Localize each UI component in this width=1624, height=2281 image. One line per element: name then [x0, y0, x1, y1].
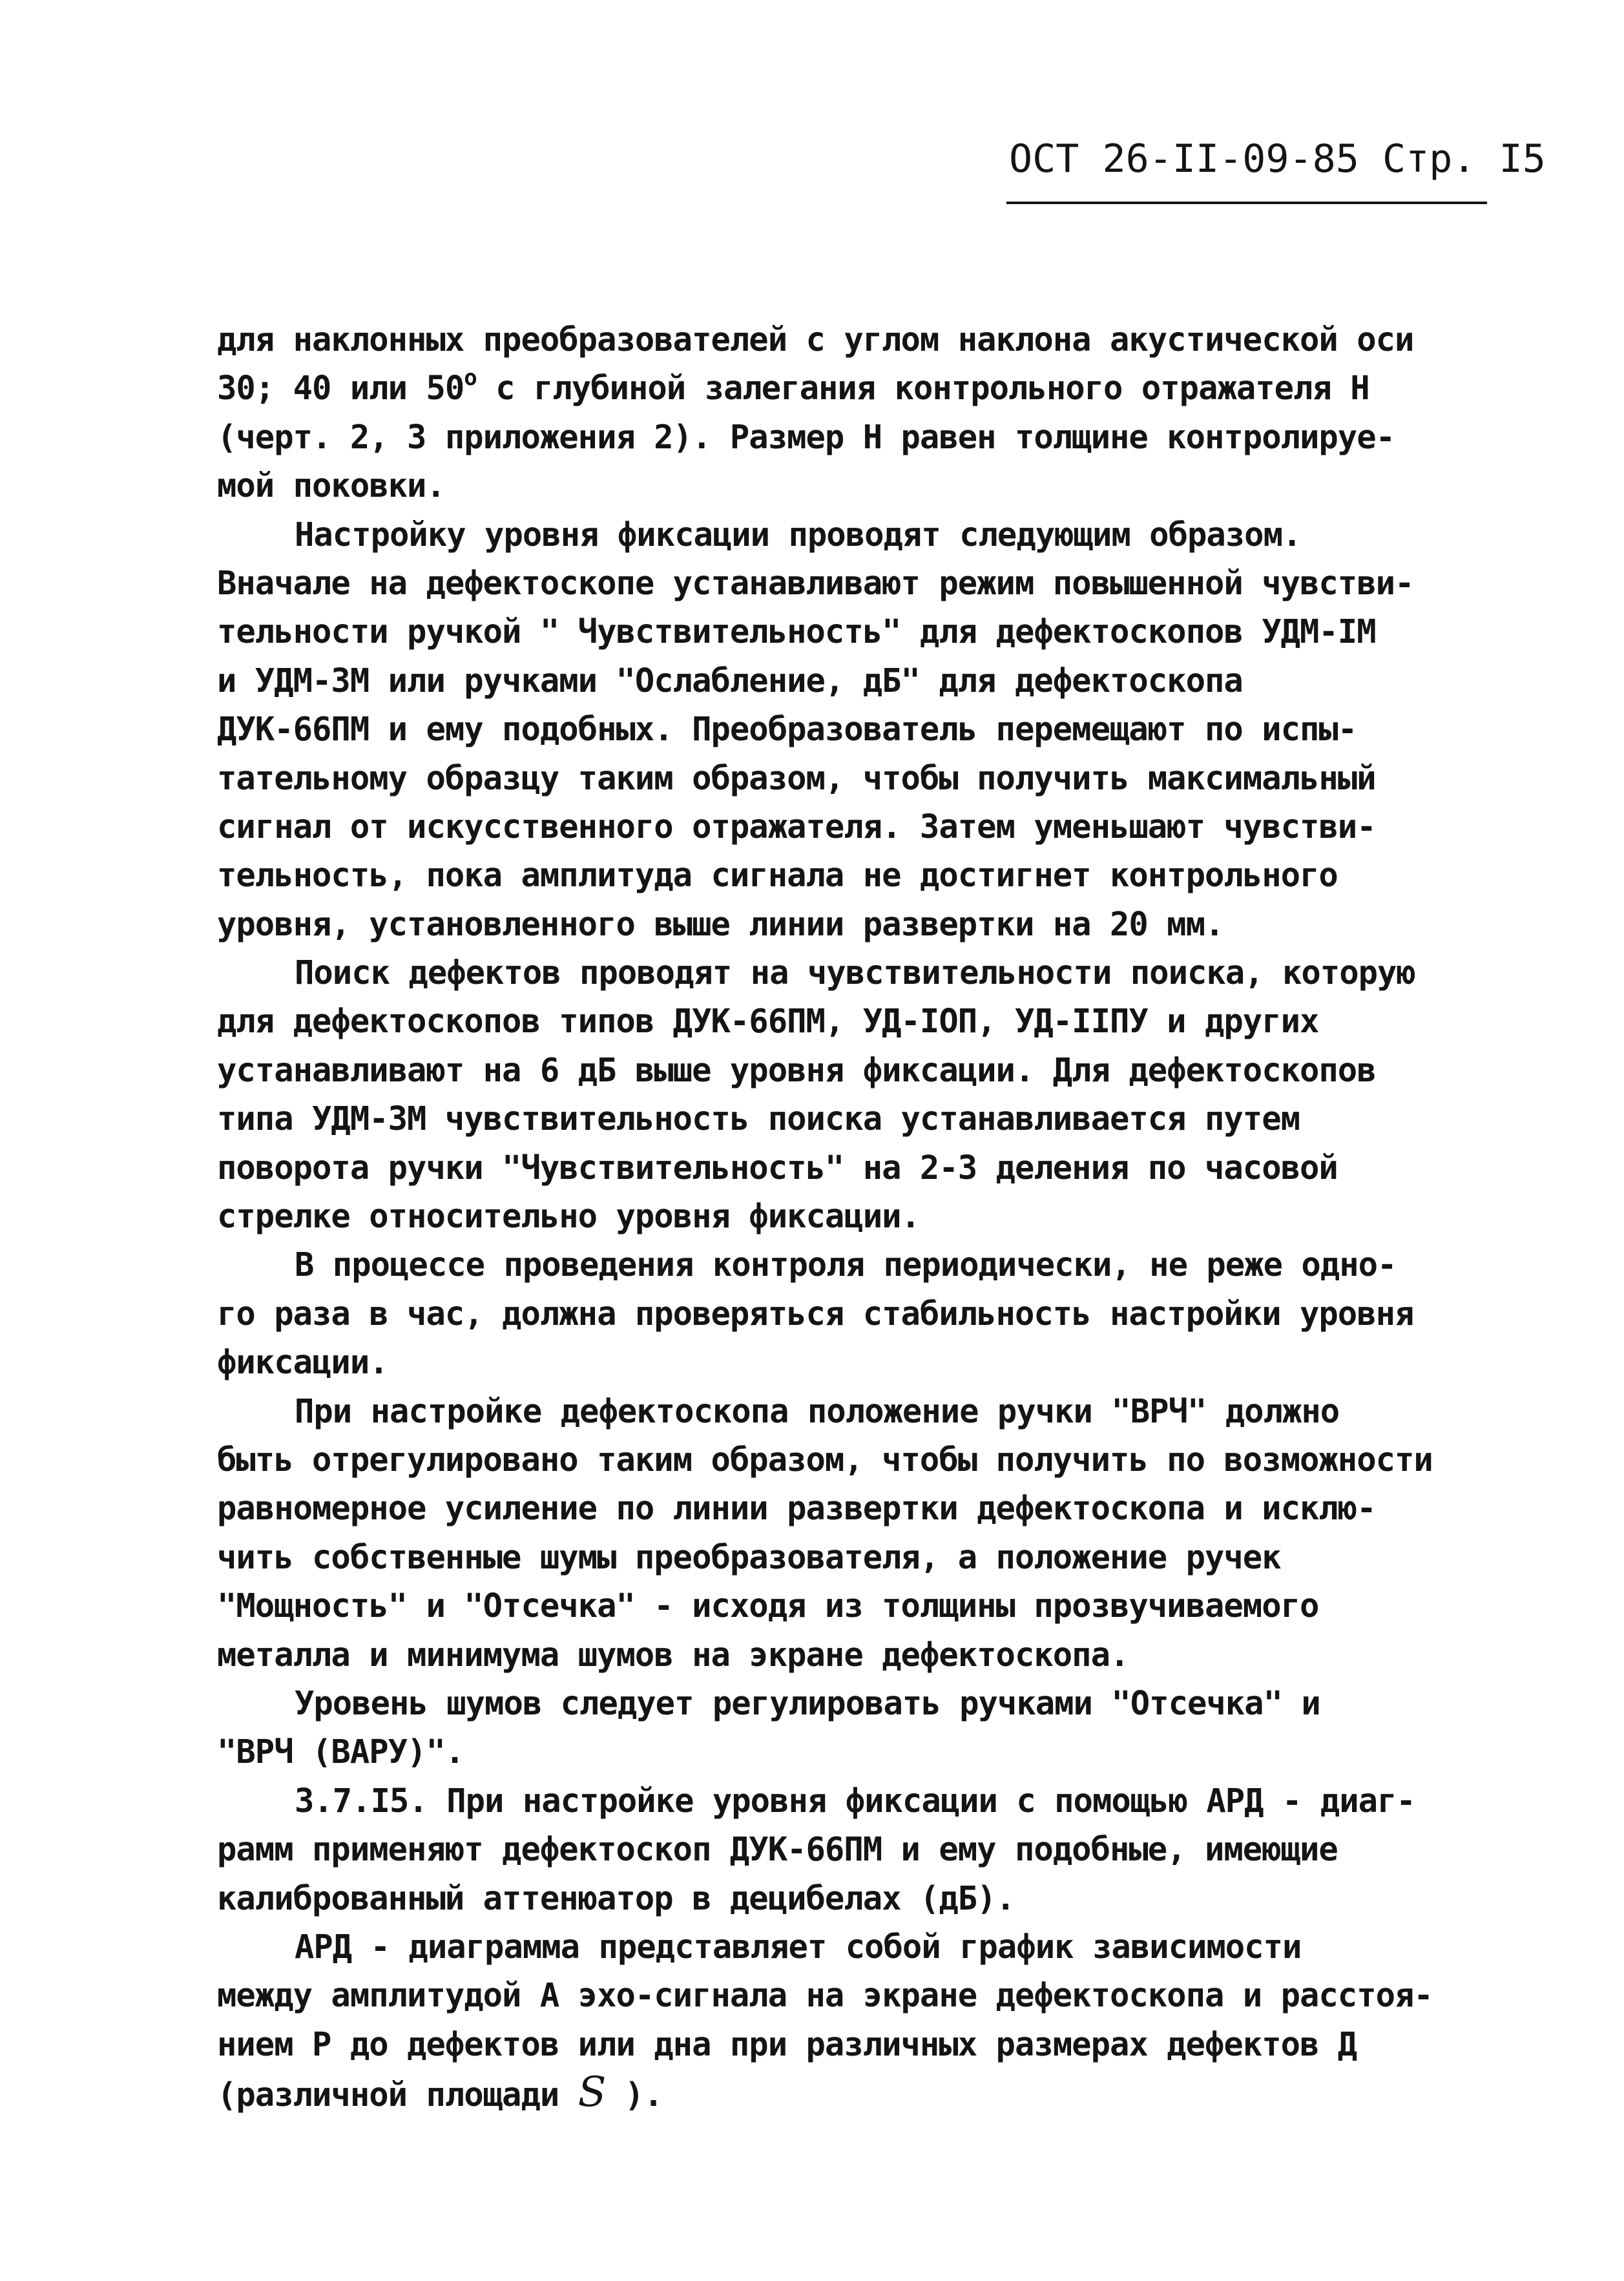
text-line: сигнал от искусственного отражателя. Затем уменьшают чувстви- [217, 807, 1376, 846]
text-line: стрелке относительно уровня фиксации. [217, 1197, 920, 1236]
paragraph-start: Настройку уровня фиксации проводят следующим образом. [295, 515, 1302, 554]
text-line: уровня, установленного выше линии развертки на 20 мм. [217, 904, 1224, 943]
text-line: (черт. 2, 3 приложения 2). Размер Н равен толщине контролируе- [217, 417, 1395, 456]
text-line: равномерное усиление по линии развертки дефектоскопа и исклю- [217, 1489, 1376, 1528]
text-fragment: 30; 40 или 50 [217, 369, 464, 408]
text-line: между амплитудой А эхо-сигнала на экране дефектоскопа и расстоя- [217, 1976, 1433, 2015]
text-line: ДУК-66ПМ и ему подобных. Преобразователь перемещают по испы- [217, 710, 1357, 749]
text-line: быть отрегулировано таким образом, чтобы получить по возможности [217, 1440, 1433, 1479]
paragraph-start: В процессе проведения контроля периодически, не реже одно- [295, 1245, 1397, 1284]
text-line: типа УДМ-3М чувствительность поиска устанавливается путем [217, 1099, 1300, 1138]
text-line: тельность, пока амплитуда сигнала не достигнет контрольного [217, 856, 1338, 895]
text-line: Вначале на дефектоскопе устанавливают режим повышенной чувстви- [217, 563, 1414, 602]
text-fragment: ). [605, 2076, 663, 2114]
text-line: тательному образцу таким образом, чтобы получить максимальный [217, 758, 1376, 797]
text-fragment: с глубиной залегания контрольного отражателя Н [476, 369, 1369, 408]
paragraph-start: При настройке дефектоскопа положение ручки "ВРЧ" должно [295, 1391, 1340, 1430]
paragraph-start: 3.7.I5. При настройке уровня фиксации с помощью АРД - диаг- [295, 1781, 1415, 1820]
text-line: и УДМ-3М или ручками "Ослабление, дБ" для дефектоскопа [217, 661, 1243, 700]
text-line: го раза в час, должна проверяться стабильность настройки уровня [217, 1294, 1414, 1333]
text-line: калиброванный аттенюатор в децибелах (дБ). [217, 1879, 1015, 1917]
text-line: нием Р до дефектов или дна при различных размерах дефектов Д [217, 2025, 1357, 2063]
text-line: поворота ручки "Чувствительность" на 2-3 деления по часовой [217, 1148, 1338, 1187]
page-header: ОСТ 26-II-09-85 Стр. I5 [1009, 136, 1546, 182]
header-rule [1006, 202, 1487, 204]
text-line: "ВРЧ (ВАРУ)". [217, 1733, 464, 1771]
text-line: мой поковки. [217, 466, 445, 505]
text-line: фиксации. [217, 1343, 388, 1382]
text-line: чить собственные шумы преобразователя, а положение ручек [217, 1537, 1281, 1576]
text-line: тельности ручкой " Чувствительность" для дефектоскопов УДМ-IМ [217, 612, 1376, 651]
text-line: металла и минимума шумов на экране дефектоскопа. [217, 1635, 1129, 1674]
area-symbol: S [578, 2068, 606, 2117]
text-line: для наклонных преобразователей с углом наклона акустической оси [217, 320, 1414, 359]
paragraph-start: Уровень шумов следует регулировать ручками "Отсечка" и [295, 1683, 1320, 1722]
text-line [217, 364, 1535, 412]
text-line: устанавливают на 6 дБ выше уровня фиксации. Для дефектоскопов [217, 1050, 1376, 1089]
paragraph-start: АРД - диаграмма представляет собой график зависимости [295, 1927, 1302, 1966]
paragraph-start: Поиск дефектов проводят на чувствительности поиска, которую [295, 953, 1415, 992]
text-fragment: (различной площади [217, 2076, 578, 2114]
body-text [217, 315, 1535, 2117]
degree-superscript: о [464, 365, 477, 391]
text-line [217, 2068, 1535, 2117]
text-line: для дефектоскопов типов ДУК-66ПМ, УД-IОП, УД-IIПУ и других [217, 1002, 1319, 1041]
text-line: рамм применяют дефектоскоп ДУК-66ПМ и ему подобные, имеющие [217, 1830, 1338, 1869]
text-line: "Мощность" и "Отсечка" - исходя из толщины прозвучиваемого [217, 1587, 1319, 1625]
